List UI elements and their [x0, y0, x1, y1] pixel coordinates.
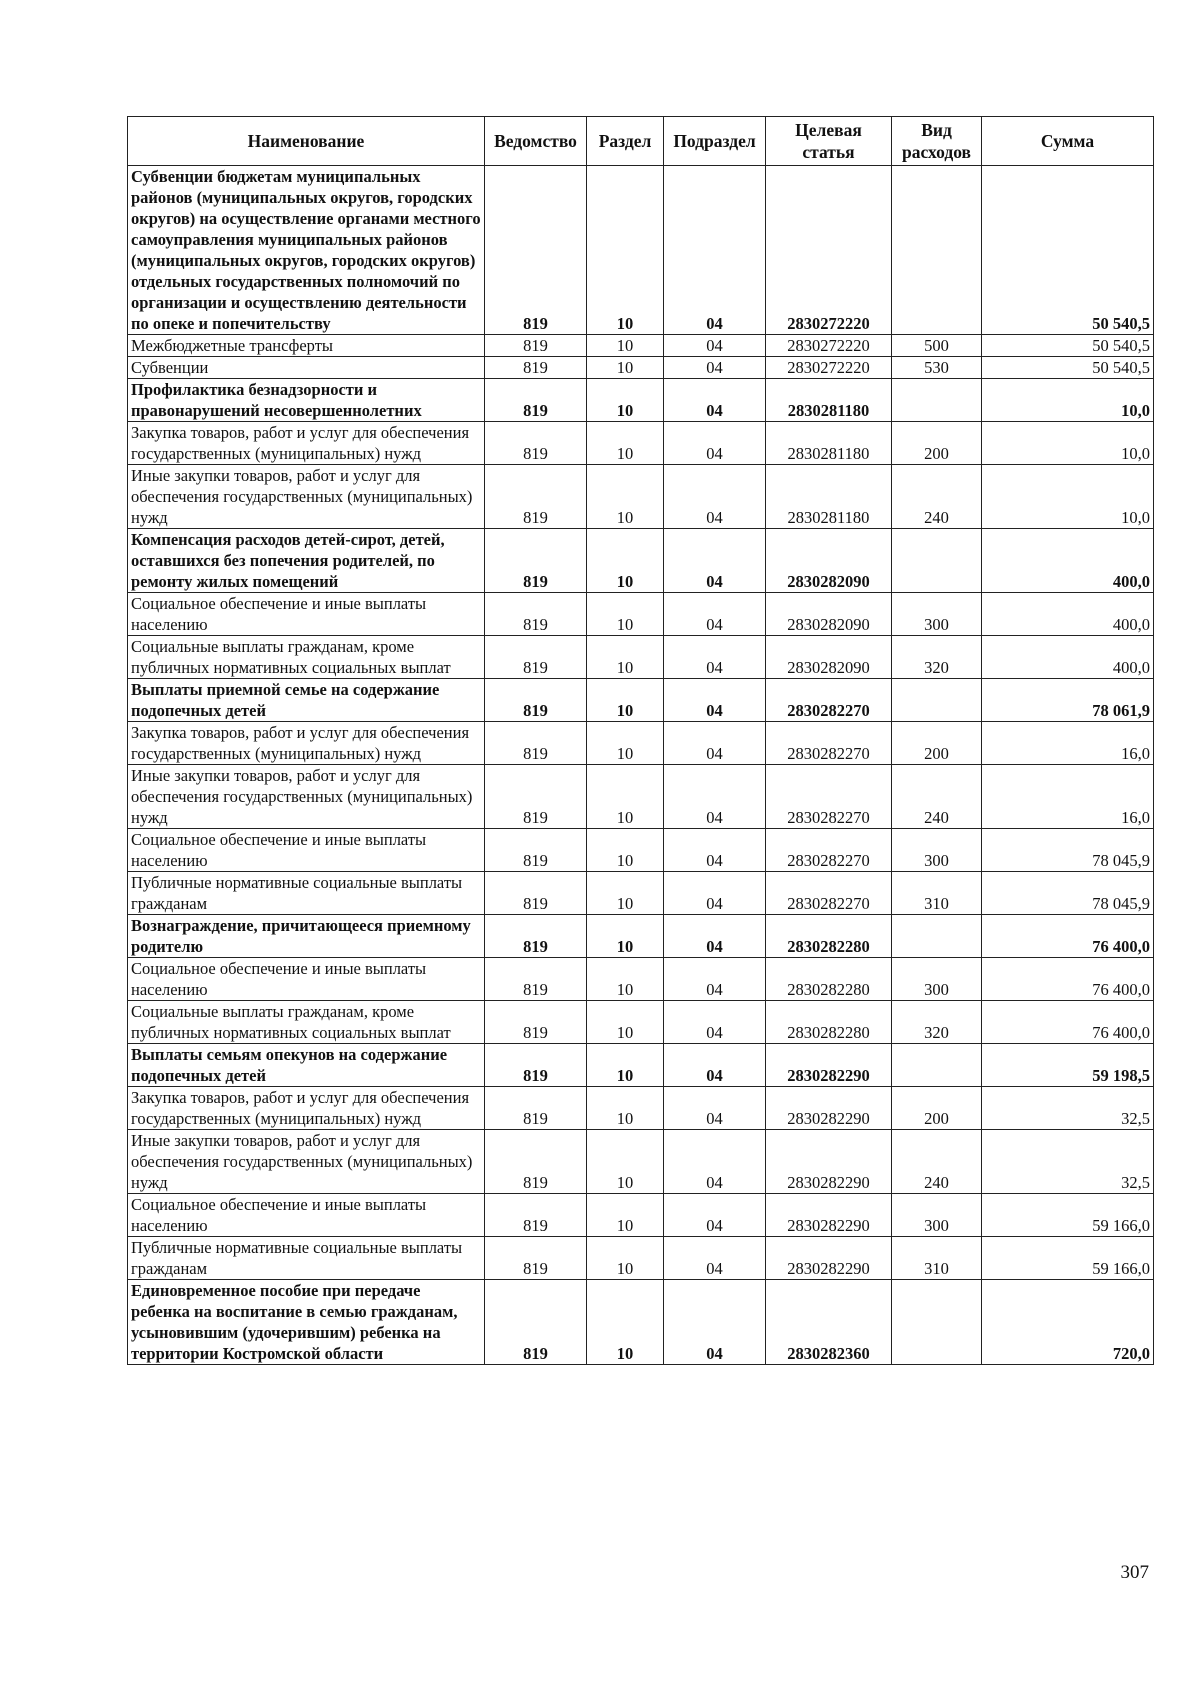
cell-subsection: 04 — [664, 1044, 766, 1087]
cell-department: 819 — [485, 593, 587, 636]
table-row — [128, 465, 1154, 529]
cell-subsection: 04 — [664, 1001, 766, 1044]
cell-subsection: 04 — [664, 1194, 766, 1237]
table-row — [128, 1280, 1154, 1365]
cell-amount: 32,5 — [982, 1087, 1154, 1130]
table-row — [128, 335, 1154, 357]
cell-target-article: 2830282270 — [766, 872, 892, 915]
table-row — [128, 422, 1154, 465]
cell-subsection: 04 — [664, 1237, 766, 1280]
cell-target-article: 2830282290 — [766, 1194, 892, 1237]
cell-department: 819 — [485, 765, 587, 829]
cell-expense-type: 300 — [892, 1194, 982, 1237]
cell-name: Социальное обеспечение и иные выплаты населению — [128, 1194, 485, 1237]
cell-target-article: 2830272220 — [766, 335, 892, 357]
cell-department: 819 — [485, 357, 587, 379]
cell-target-article: 2830282090 — [766, 593, 892, 636]
cell-subsection: 04 — [664, 1280, 766, 1365]
cell-expense-type — [892, 379, 982, 422]
cell-subsection: 04 — [664, 679, 766, 722]
header-subsection: Подраздел — [664, 117, 766, 166]
cell-name: Социальное обеспечение и иные выплаты населению — [128, 829, 485, 872]
header-row — [128, 117, 1154, 166]
cell-name: Субвенции бюджетам муниципальных районов (муниципальных округов, городских округов) на осуществление органами местного самоуправления муниципальных районов (муниципальных округов, городских округов) отдельных государственных полномочий по организации и осуществлению деятельности по опеке и попечительству — [128, 166, 485, 335]
cell-name: Субвенции — [128, 357, 485, 379]
cell-department: 819 — [485, 1044, 587, 1087]
table-row — [128, 166, 1154, 335]
cell-subsection: 04 — [664, 958, 766, 1001]
cell-department: 819 — [485, 1001, 587, 1044]
cell-subsection: 04 — [664, 335, 766, 357]
cell-target-article: 2830282090 — [766, 529, 892, 593]
cell-expense-type — [892, 679, 982, 722]
header-name: Наименование — [128, 117, 485, 166]
table-row — [128, 722, 1154, 765]
cell-section: 10 — [587, 357, 664, 379]
cell-department: 819 — [485, 915, 587, 958]
cell-expense-type: 320 — [892, 636, 982, 679]
cell-department: 819 — [485, 379, 587, 422]
cell-amount: 59 198,5 — [982, 1044, 1154, 1087]
cell-amount: 32,5 — [982, 1130, 1154, 1194]
cell-target-article: 2830282270 — [766, 722, 892, 765]
cell-department: 819 — [485, 422, 587, 465]
table-row — [128, 915, 1154, 958]
cell-amount: 50 540,5 — [982, 335, 1154, 357]
cell-department: 819 — [485, 1130, 587, 1194]
header-expense-type: Вид расходов — [892, 117, 982, 166]
table-row — [128, 679, 1154, 722]
table-row — [128, 765, 1154, 829]
table-row — [128, 829, 1154, 872]
cell-department: 819 — [485, 679, 587, 722]
budget-table — [127, 116, 1154, 1365]
cell-expense-type: 530 — [892, 357, 982, 379]
table-row — [128, 1044, 1154, 1087]
cell-name: Закупка товаров, работ и услуг для обеспечения государственных (муниципальных) нужд — [128, 1087, 485, 1130]
header-section: Раздел — [587, 117, 664, 166]
cell-amount: 400,0 — [982, 529, 1154, 593]
cell-department: 819 — [485, 829, 587, 872]
cell-target-article: 2830282360 — [766, 1280, 892, 1365]
cell-expense-type — [892, 1280, 982, 1365]
cell-expense-type: 300 — [892, 958, 982, 1001]
cell-department: 819 — [485, 1194, 587, 1237]
cell-name: Социальное обеспечение и иные выплаты населению — [128, 958, 485, 1001]
cell-expense-type: 240 — [892, 765, 982, 829]
cell-department: 819 — [485, 166, 587, 335]
cell-name: Вознаграждение, причитающееся приемному родителю — [128, 915, 485, 958]
cell-target-article: 2830282270 — [766, 679, 892, 722]
cell-section: 10 — [587, 1130, 664, 1194]
cell-expense-type: 200 — [892, 1087, 982, 1130]
cell-subsection: 04 — [664, 829, 766, 872]
cell-amount: 78 061,9 — [982, 679, 1154, 722]
cell-name: Межбюджетные трансферты — [128, 335, 485, 357]
cell-department: 819 — [485, 722, 587, 765]
cell-department: 819 — [485, 335, 587, 357]
cell-section: 10 — [587, 636, 664, 679]
table-body — [128, 166, 1154, 1365]
cell-expense-type: 240 — [892, 1130, 982, 1194]
cell-amount: 16,0 — [982, 722, 1154, 765]
table-row — [128, 593, 1154, 636]
table-row — [128, 958, 1154, 1001]
cell-department: 819 — [485, 1280, 587, 1365]
cell-name: Компенсация расходов детей-сирот, детей, оставшихся без попечения родителей, по ремонту жилых помещений — [128, 529, 485, 593]
cell-target-article: 2830282270 — [766, 765, 892, 829]
cell-subsection: 04 — [664, 915, 766, 958]
cell-amount: 10,0 — [982, 422, 1154, 465]
cell-section: 10 — [587, 1194, 664, 1237]
cell-target-article: 2830282270 — [766, 829, 892, 872]
cell-amount: 50 540,5 — [982, 357, 1154, 379]
header-target-article: Целевая статья — [766, 117, 892, 166]
cell-target-article: 2830282090 — [766, 636, 892, 679]
cell-name: Социальные выплаты гражданам, кроме публичных нормативных социальных выплат — [128, 636, 485, 679]
cell-amount: 78 045,9 — [982, 829, 1154, 872]
cell-section: 10 — [587, 335, 664, 357]
cell-subsection: 04 — [664, 593, 766, 636]
cell-expense-type — [892, 529, 982, 593]
cell-department: 819 — [485, 1087, 587, 1130]
cell-section: 10 — [587, 465, 664, 529]
cell-amount: 59 166,0 — [982, 1194, 1154, 1237]
cell-subsection: 04 — [664, 357, 766, 379]
cell-section: 10 — [587, 1237, 664, 1280]
cell-department: 819 — [485, 872, 587, 915]
cell-section: 10 — [587, 722, 664, 765]
cell-section: 10 — [587, 1087, 664, 1130]
cell-department: 819 — [485, 958, 587, 1001]
cell-target-article: 2830282290 — [766, 1044, 892, 1087]
cell-department: 819 — [485, 636, 587, 679]
cell-target-article: 2830281180 — [766, 465, 892, 529]
cell-name: Иные закупки товаров, работ и услуг для обеспечения государственных (муниципальных) нужд — [128, 1130, 485, 1194]
table-row — [128, 1237, 1154, 1280]
cell-section: 10 — [587, 593, 664, 636]
cell-department: 819 — [485, 1237, 587, 1280]
cell-department: 819 — [485, 529, 587, 593]
cell-target-article: 2830282280 — [766, 958, 892, 1001]
cell-subsection: 04 — [664, 1130, 766, 1194]
cell-target-article: 2830282280 — [766, 1001, 892, 1044]
cell-target-article: 2830282290 — [766, 1130, 892, 1194]
cell-section: 10 — [587, 1001, 664, 1044]
cell-amount: 76 400,0 — [982, 915, 1154, 958]
cell-name: Публичные нормативные социальные выплаты гражданам — [128, 1237, 485, 1280]
table-header — [128, 117, 1154, 166]
table-row — [128, 529, 1154, 593]
cell-expense-type: 300 — [892, 593, 982, 636]
cell-section: 10 — [587, 422, 664, 465]
cell-subsection: 04 — [664, 872, 766, 915]
page-number: 307 — [1120, 1562, 1149, 1583]
cell-amount: 10,0 — [982, 465, 1154, 529]
cell-amount: 76 400,0 — [982, 958, 1154, 1001]
table-row — [128, 1087, 1154, 1130]
cell-name: Иные закупки товаров, работ и услуг для обеспечения государственных (муниципальных) нужд — [128, 765, 485, 829]
cell-name: Публичные нормативные социальные выплаты гражданам — [128, 872, 485, 915]
cell-name: Социальные выплаты гражданам, кроме публичных нормативных социальных выплат — [128, 1001, 485, 1044]
cell-section: 10 — [587, 679, 664, 722]
cell-name: Выплаты семьям опекунов на содержание подопечных детей — [128, 1044, 485, 1087]
cell-target-article: 2830281180 — [766, 379, 892, 422]
cell-expense-type: 320 — [892, 1001, 982, 1044]
cell-amount: 76 400,0 — [982, 1001, 1154, 1044]
cell-expense-type — [892, 915, 982, 958]
cell-section: 10 — [587, 529, 664, 593]
cell-amount: 400,0 — [982, 593, 1154, 636]
cell-name: Закупка товаров, работ и услуг для обеспечения государственных (муниципальных) нужд — [128, 422, 485, 465]
cell-section: 10 — [587, 872, 664, 915]
cell-section: 10 — [587, 915, 664, 958]
header-department: Ведомство — [485, 117, 587, 166]
cell-amount: 720,0 — [982, 1280, 1154, 1365]
cell-section: 10 — [587, 379, 664, 422]
cell-name: Единовременное пособие при передаче ребенка на воспитание в семью гражданам, усыновившим (удочерившим) ребенка на территории Костромской области — [128, 1280, 485, 1365]
table-row — [128, 1001, 1154, 1044]
table-row — [128, 636, 1154, 679]
cell-amount: 16,0 — [982, 765, 1154, 829]
cell-subsection: 04 — [664, 465, 766, 529]
cell-amount: 10,0 — [982, 379, 1154, 422]
table-row — [128, 379, 1154, 422]
cell-amount: 59 166,0 — [982, 1237, 1154, 1280]
table-row — [128, 357, 1154, 379]
cell-target-article: 2830282290 — [766, 1237, 892, 1280]
cell-expense-type: 240 — [892, 465, 982, 529]
cell-target-article: 2830272220 — [766, 357, 892, 379]
cell-expense-type: 200 — [892, 722, 982, 765]
cell-subsection: 04 — [664, 1087, 766, 1130]
cell-department: 819 — [485, 465, 587, 529]
cell-section: 10 — [587, 829, 664, 872]
cell-expense-type: 500 — [892, 335, 982, 357]
cell-amount: 50 540,5 — [982, 166, 1154, 335]
table-row — [128, 1130, 1154, 1194]
cell-target-article: 2830272220 — [766, 166, 892, 335]
cell-expense-type: 300 — [892, 829, 982, 872]
cell-subsection: 04 — [664, 166, 766, 335]
table-row — [128, 1194, 1154, 1237]
header-amount: Сумма — [982, 117, 1154, 166]
cell-section: 10 — [587, 1280, 664, 1365]
cell-expense-type — [892, 166, 982, 335]
cell-name: Закупка товаров, работ и услуг для обеспечения государственных (муниципальных) нужд — [128, 722, 485, 765]
cell-section: 10 — [587, 958, 664, 1001]
cell-expense-type: 200 — [892, 422, 982, 465]
cell-subsection: 04 — [664, 722, 766, 765]
cell-section: 10 — [587, 166, 664, 335]
cell-target-article: 2830282280 — [766, 915, 892, 958]
cell-subsection: 04 — [664, 529, 766, 593]
cell-section: 10 — [587, 1044, 664, 1087]
cell-name: Профилактика безнадзорности и правонарушений несовершеннолетних — [128, 379, 485, 422]
cell-subsection: 04 — [664, 422, 766, 465]
cell-name: Социальное обеспечение и иные выплаты населению — [128, 593, 485, 636]
cell-subsection: 04 — [664, 636, 766, 679]
cell-target-article: 2830282290 — [766, 1087, 892, 1130]
cell-expense-type: 310 — [892, 1237, 982, 1280]
cell-name: Выплаты приемной семье на содержание подопечных детей — [128, 679, 485, 722]
cell-subsection: 04 — [664, 765, 766, 829]
cell-subsection: 04 — [664, 379, 766, 422]
cell-section: 10 — [587, 765, 664, 829]
table-row — [128, 872, 1154, 915]
cell-amount: 78 045,9 — [982, 872, 1154, 915]
cell-expense-type — [892, 1044, 982, 1087]
cell-amount: 400,0 — [982, 636, 1154, 679]
cell-expense-type: 310 — [892, 872, 982, 915]
cell-name: Иные закупки товаров, работ и услуг для обеспечения государственных (муниципальных) нужд — [128, 465, 485, 529]
cell-target-article: 2830281180 — [766, 422, 892, 465]
